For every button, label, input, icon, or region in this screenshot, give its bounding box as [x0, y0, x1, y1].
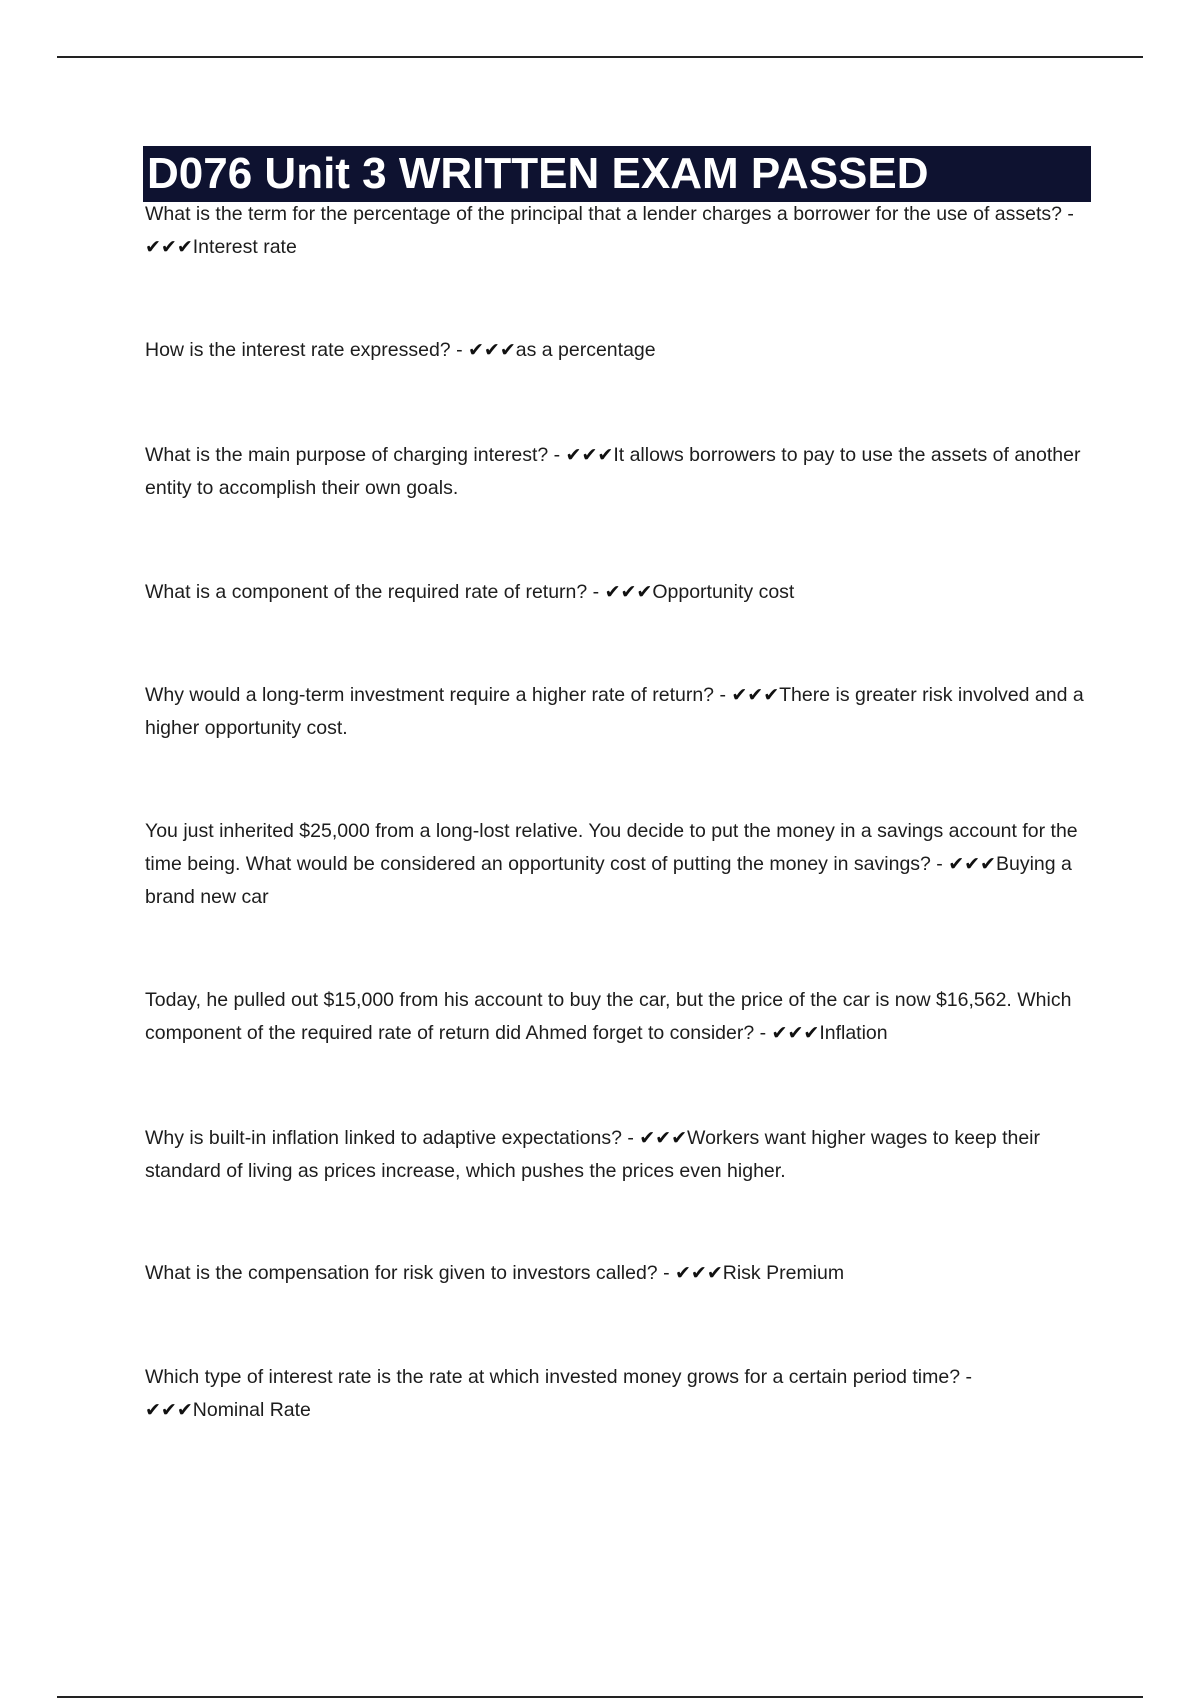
- answer-text: Opportunity cost: [652, 581, 795, 603]
- answer-text: as a percentage: [515, 339, 656, 361]
- answer-text: Workers want higher wages to keep their standard of living as prices increase, which pushes the prices even higher.: [145, 1127, 1041, 1182]
- qa-item-10: [145, 1361, 1090, 1427]
- checkmark-icon: ✔✔✔: [731, 684, 780, 706]
- bottom-divider: [57, 1696, 1143, 1698]
- qa-item-2: [145, 334, 1090, 367]
- question-text: Why is built-in inflation linked to adaptive expectations? -: [145, 1127, 640, 1149]
- answer-text: Nominal Rate: [192, 1399, 311, 1421]
- qa-item-6: [145, 815, 1090, 914]
- checkmark-icon: ✔✔✔: [948, 853, 996, 875]
- question-text: How is the interest rate expressed? -: [145, 339, 468, 361]
- qa-item-9: [145, 1257, 1090, 1290]
- question-text: Why would a long-term investment require a higher rate of return? -: [145, 684, 732, 706]
- answer-text: Interest rate: [192, 236, 297, 258]
- qa-item-7: [145, 984, 1090, 1050]
- qa-item-8: [145, 1122, 1090, 1188]
- question-text: Which type of interest rate is the rate at which invested money grows for a certain period time? -: [145, 1366, 972, 1388]
- checkmark-icon: ✔✔✔: [145, 1399, 193, 1421]
- answer-text: Risk Premium: [722, 1262, 845, 1284]
- checkmark-icon: ✔✔✔: [145, 236, 193, 258]
- question-text: Today, he pulled out $15,000 from his account to buy the car, but the price of the car is now $16,562. Which component of the required rate of return did Ahmed forget to consider? -: [145, 989, 1072, 1044]
- checkmark-icon: ✔✔✔: [675, 1262, 723, 1284]
- question-text: What is the main purpose of charging interest? -: [145, 444, 566, 466]
- qa-item-5: [145, 679, 1090, 745]
- answer-text: There is greater risk involved and a higher opportunity cost.: [145, 684, 1084, 739]
- top-divider: [57, 56, 1143, 58]
- question-text: What is a component of the required rate of return? -: [145, 581, 605, 603]
- question-text: What is the compensation for risk given to investors called? -: [145, 1262, 675, 1284]
- qa-item-1: [145, 198, 1090, 264]
- checkmark-icon: ✔✔✔: [604, 581, 653, 603]
- checkmark-icon: ✔✔✔: [639, 1127, 688, 1149]
- checkmark-icon: ✔✔✔: [565, 444, 614, 466]
- answer-text: It allows borrowers to pay to use the assets of another entity to accomplish their own goals.: [145, 444, 1081, 499]
- qa-item-4: [145, 576, 1090, 609]
- answer-text: Buying a brand new car: [145, 853, 1072, 908]
- question-text: What is the term for the percentage of the principal that a lender charges a borrower for the use of assets? -: [145, 203, 1074, 225]
- checkmark-icon: ✔✔✔: [467, 339, 516, 361]
- qa-item-3: [145, 439, 1090, 505]
- question-text: You just inherited $25,000 from a long-lost relative. You decide to put the money in a savings account for the time being. What would be considered an opportunity cost of putting the money in savings? -: [145, 820, 1078, 875]
- checkmark-icon: ✔✔✔: [771, 1022, 820, 1044]
- document-title: D076 Unit 3 WRITTEN EXAM PASSED: [143, 146, 1091, 202]
- answer-text: Inflation: [819, 1022, 888, 1044]
